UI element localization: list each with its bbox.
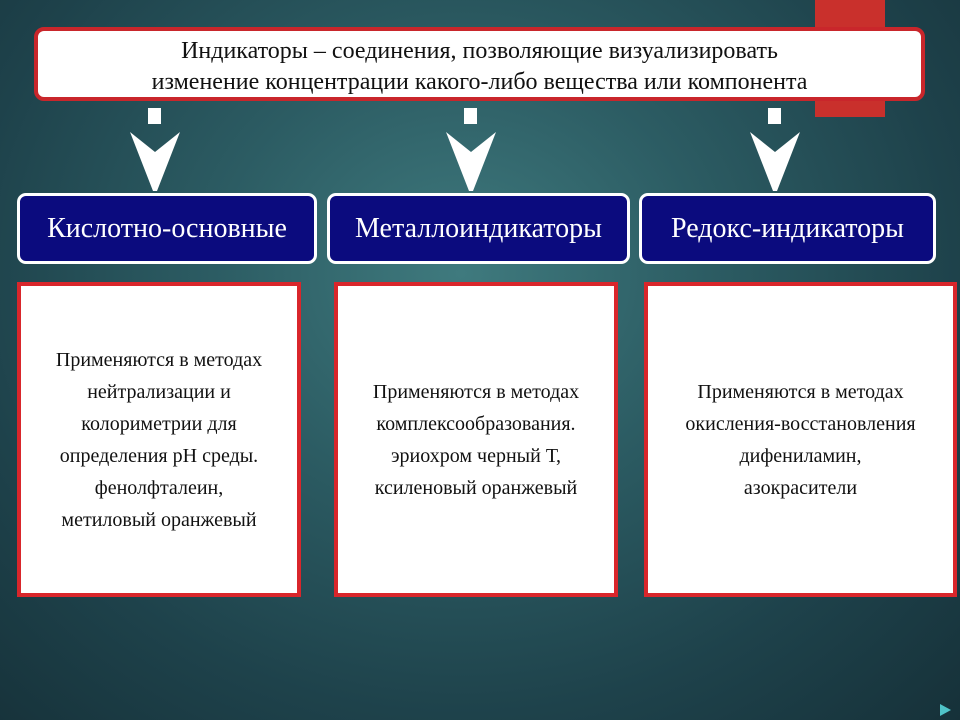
category-acid-base bbox=[17, 193, 317, 264]
down-arrow-icon bbox=[750, 108, 800, 193]
description-box-acid-base bbox=[17, 282, 301, 597]
description-line: ксиленовый оранжевый bbox=[374, 476, 578, 499]
description-line: фенолфталеин, bbox=[94, 476, 224, 499]
description-line: Применяются в методах bbox=[55, 348, 263, 371]
definition-box bbox=[34, 27, 925, 101]
category-label: Металлоиндикаторы bbox=[355, 212, 602, 244]
description-line: Применяются в методах bbox=[697, 380, 904, 403]
description-line: колориметрии для bbox=[81, 412, 237, 435]
description-line: определения pH среды. bbox=[59, 444, 259, 467]
play-icon[interactable] bbox=[938, 703, 952, 717]
description-box-metallo bbox=[334, 282, 618, 597]
description-line: эриохром черный Т, bbox=[390, 444, 562, 467]
description-line: окисления-восстановления bbox=[685, 412, 916, 435]
description-box-redox bbox=[644, 282, 957, 597]
category-redox bbox=[639, 193, 936, 264]
definition-line-2: изменение концентрации какого-либо вещества или компонента bbox=[151, 69, 808, 95]
category-metallo bbox=[327, 193, 630, 264]
description-line: Применяются в методах bbox=[372, 380, 580, 403]
category-label: Кислотно-основные bbox=[47, 212, 287, 244]
definition-line-1: Индикаторы – соединения, позволяющие визуализировать bbox=[181, 38, 778, 64]
description-line: метиловый оранжевый bbox=[61, 508, 257, 531]
down-arrow-icon bbox=[446, 108, 496, 193]
description-line: азокрасители bbox=[743, 476, 858, 499]
category-label: Редокс-индикаторы bbox=[671, 212, 904, 244]
down-arrow-icon bbox=[130, 108, 180, 193]
description-line: дифениламин, bbox=[739, 444, 862, 467]
description-line: комплексообразования. bbox=[376, 412, 576, 435]
description-line: нейтрализации и bbox=[87, 380, 231, 403]
